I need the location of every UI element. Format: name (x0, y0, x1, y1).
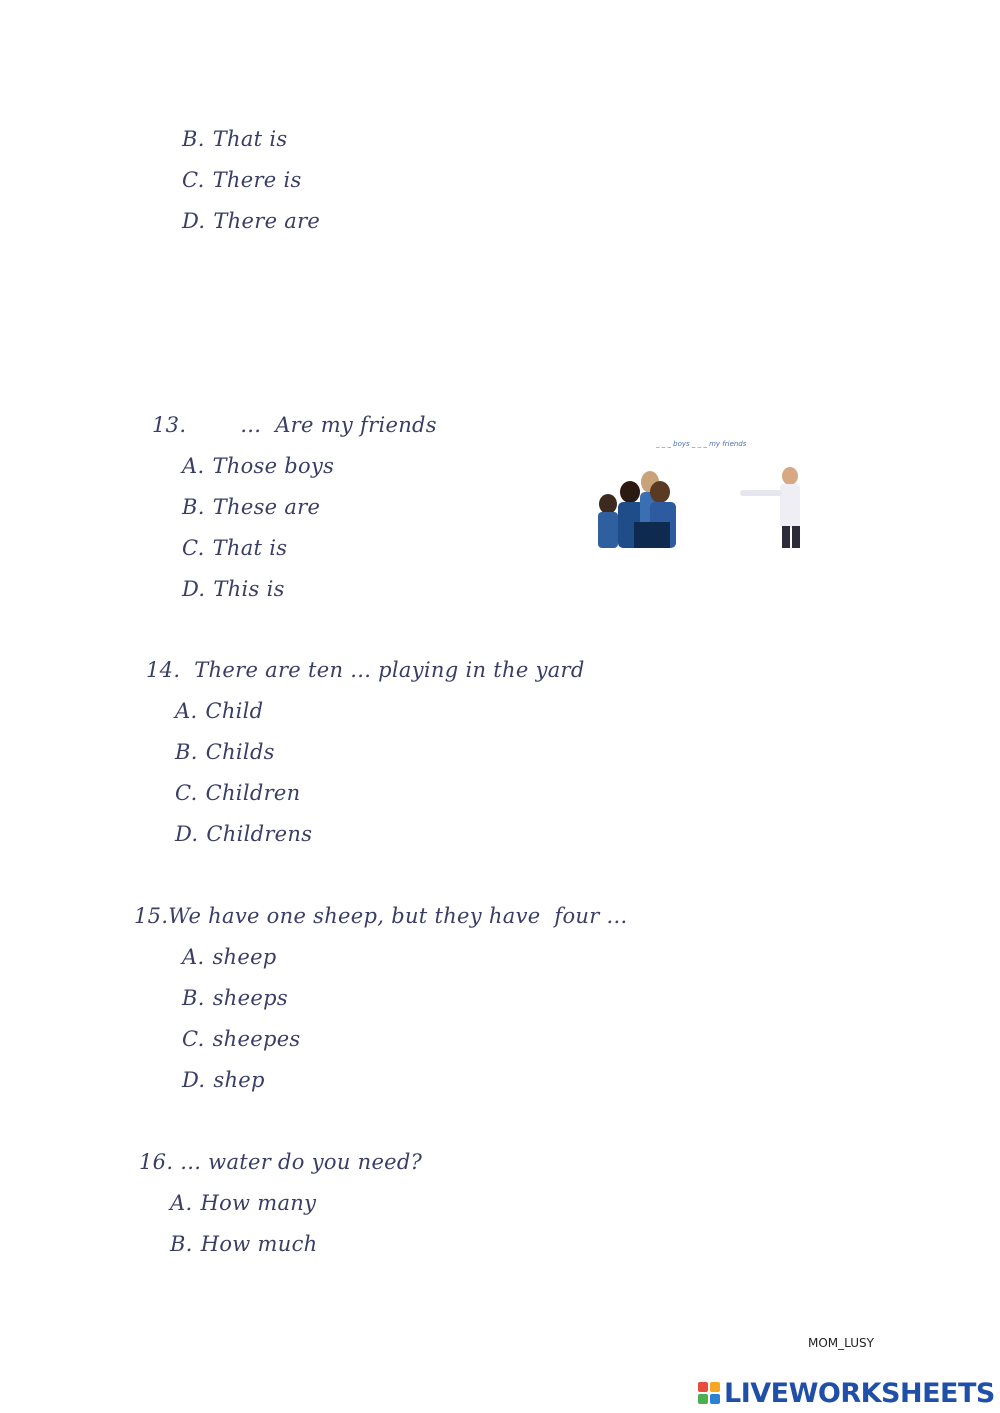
q15-option-d (182, 1067, 265, 1093)
option-text: How many (200, 1191, 317, 1215)
q13-option-c (182, 535, 287, 561)
brand-mark-icon (698, 1382, 720, 1404)
question-number: 13. (152, 413, 187, 437)
q14-option-b (175, 739, 275, 765)
option-text: sheeps (212, 986, 288, 1010)
option-letter: C. (175, 781, 198, 805)
q16-option-b (170, 1231, 317, 1257)
q14-option-c (175, 780, 300, 806)
pointing-man (740, 467, 800, 548)
option-letter: D. (175, 822, 199, 846)
option-letter: A. (175, 699, 198, 723)
option-text: That is (212, 536, 288, 560)
option-text: There are (213, 209, 321, 233)
option-text: sheep (212, 945, 277, 969)
q13-option-b (182, 494, 320, 520)
q13-option-d (182, 576, 285, 602)
option-letter: C. (182, 536, 205, 560)
option-letter: D. (182, 577, 206, 601)
option-text: Child (205, 699, 264, 723)
liveworksheets-logo[interactable] (698, 1378, 994, 1408)
kids-group (598, 471, 676, 548)
q15-question: 15.We have one sheep, but they have four ... (134, 904, 628, 928)
option-text: How much (200, 1232, 318, 1256)
author-label: MOM_LUSY (808, 1336, 874, 1350)
option-letter: B. (182, 495, 205, 519)
q12-option-c (182, 167, 302, 193)
option-text: Childrens (206, 822, 313, 846)
q16-question: 16. ... water do you need? (139, 1150, 423, 1174)
option-letter: C. (182, 1027, 205, 1051)
option-text: shep (213, 1068, 265, 1092)
option-text: These are (212, 495, 321, 519)
q15-option-a (182, 944, 277, 970)
option-letter: B. (170, 1232, 193, 1256)
q12-option-b (182, 126, 287, 152)
option-text: sheepes (212, 1027, 301, 1051)
illustration-caption: _ _ _ boys _ _ _ my friends (656, 440, 747, 448)
option-text: That is (212, 127, 288, 151)
q13-question (152, 412, 437, 438)
option-letter: A. (182, 945, 205, 969)
brand-text: LIVEWORKSHEETS (724, 1377, 995, 1409)
q14-option-d (175, 821, 312, 847)
option-letter: C. (182, 168, 205, 192)
option-letter: A. (182, 454, 205, 478)
option-text: This is (213, 577, 285, 601)
q13-option-a (182, 453, 334, 479)
q14-question: 14. There are ten ... playing in the yard (146, 658, 585, 682)
option-text: Those boys (212, 454, 335, 478)
q16-option-a (170, 1190, 316, 1216)
option-letter: B. (182, 986, 205, 1010)
option-text: Children (205, 781, 301, 805)
option-letter: B. (175, 740, 198, 764)
q15-option-b (182, 985, 288, 1011)
option-text: Childs (205, 740, 275, 764)
question-text: ... Are my friends (240, 413, 437, 437)
option-letter: B. (182, 127, 205, 151)
q12-option-d (182, 208, 320, 234)
option-letter: D. (182, 1068, 206, 1092)
option-letter: A. (170, 1191, 193, 1215)
option-text: There is (212, 168, 302, 192)
q14-option-a (175, 698, 263, 724)
option-letter: D. (182, 209, 206, 233)
q15-option-c (182, 1026, 301, 1052)
friends-pointing-illustration (594, 416, 814, 548)
